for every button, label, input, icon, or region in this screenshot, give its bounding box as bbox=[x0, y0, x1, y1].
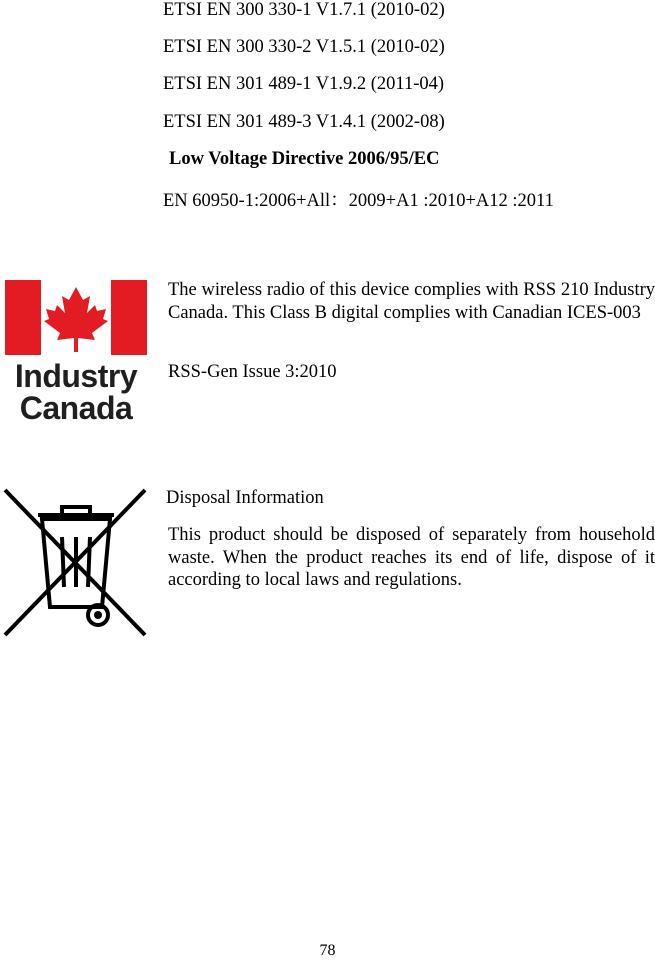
rss-gen-issue: RSS-Gen Issue 3:2010 bbox=[168, 362, 337, 382]
page-number: 78 bbox=[319, 942, 336, 959]
standard-line-4: ETSI EN 301 489-3 V1.4.1 (2002-08) bbox=[163, 112, 445, 132]
industry-canada-logo bbox=[5, 280, 147, 426]
disposal-text: This product should be disposed of separately from household waste. When the product reaches its end of life, dispose of it according to local laws and regulations. bbox=[168, 525, 655, 590]
disposal-title: Disposal Information bbox=[166, 488, 324, 508]
canada-flag-icon bbox=[5, 280, 147, 355]
standard-line-3: ETSI EN 301 489-1 V1.9.2 (2011-04) bbox=[163, 74, 445, 94]
standard-line-1: ETSI EN 300 330-1 V1.7.1 (2010-02) bbox=[163, 0, 445, 20]
lvd-standard: EN 60950-1:2006+All：2009+A1 :2010+A12 :2011 bbox=[163, 191, 554, 211]
logo-word-industry: Industry bbox=[14, 358, 138, 394]
industry-canada-statement: The wireless radio of this device complies with RSS 210 Industry Canada. This Class B digital complies with Canadian ICES-003 bbox=[168, 280, 655, 323]
crossed-out-wheelie-bin-icon bbox=[2, 487, 148, 639]
standard-line-2: ETSI EN 300 330-2 V1.5.1 (2010-02) bbox=[163, 37, 445, 57]
lvd-heading: Low Voltage Directive 2006/95/EC bbox=[169, 149, 440, 169]
logo-word-canada: Canada bbox=[19, 390, 133, 426]
